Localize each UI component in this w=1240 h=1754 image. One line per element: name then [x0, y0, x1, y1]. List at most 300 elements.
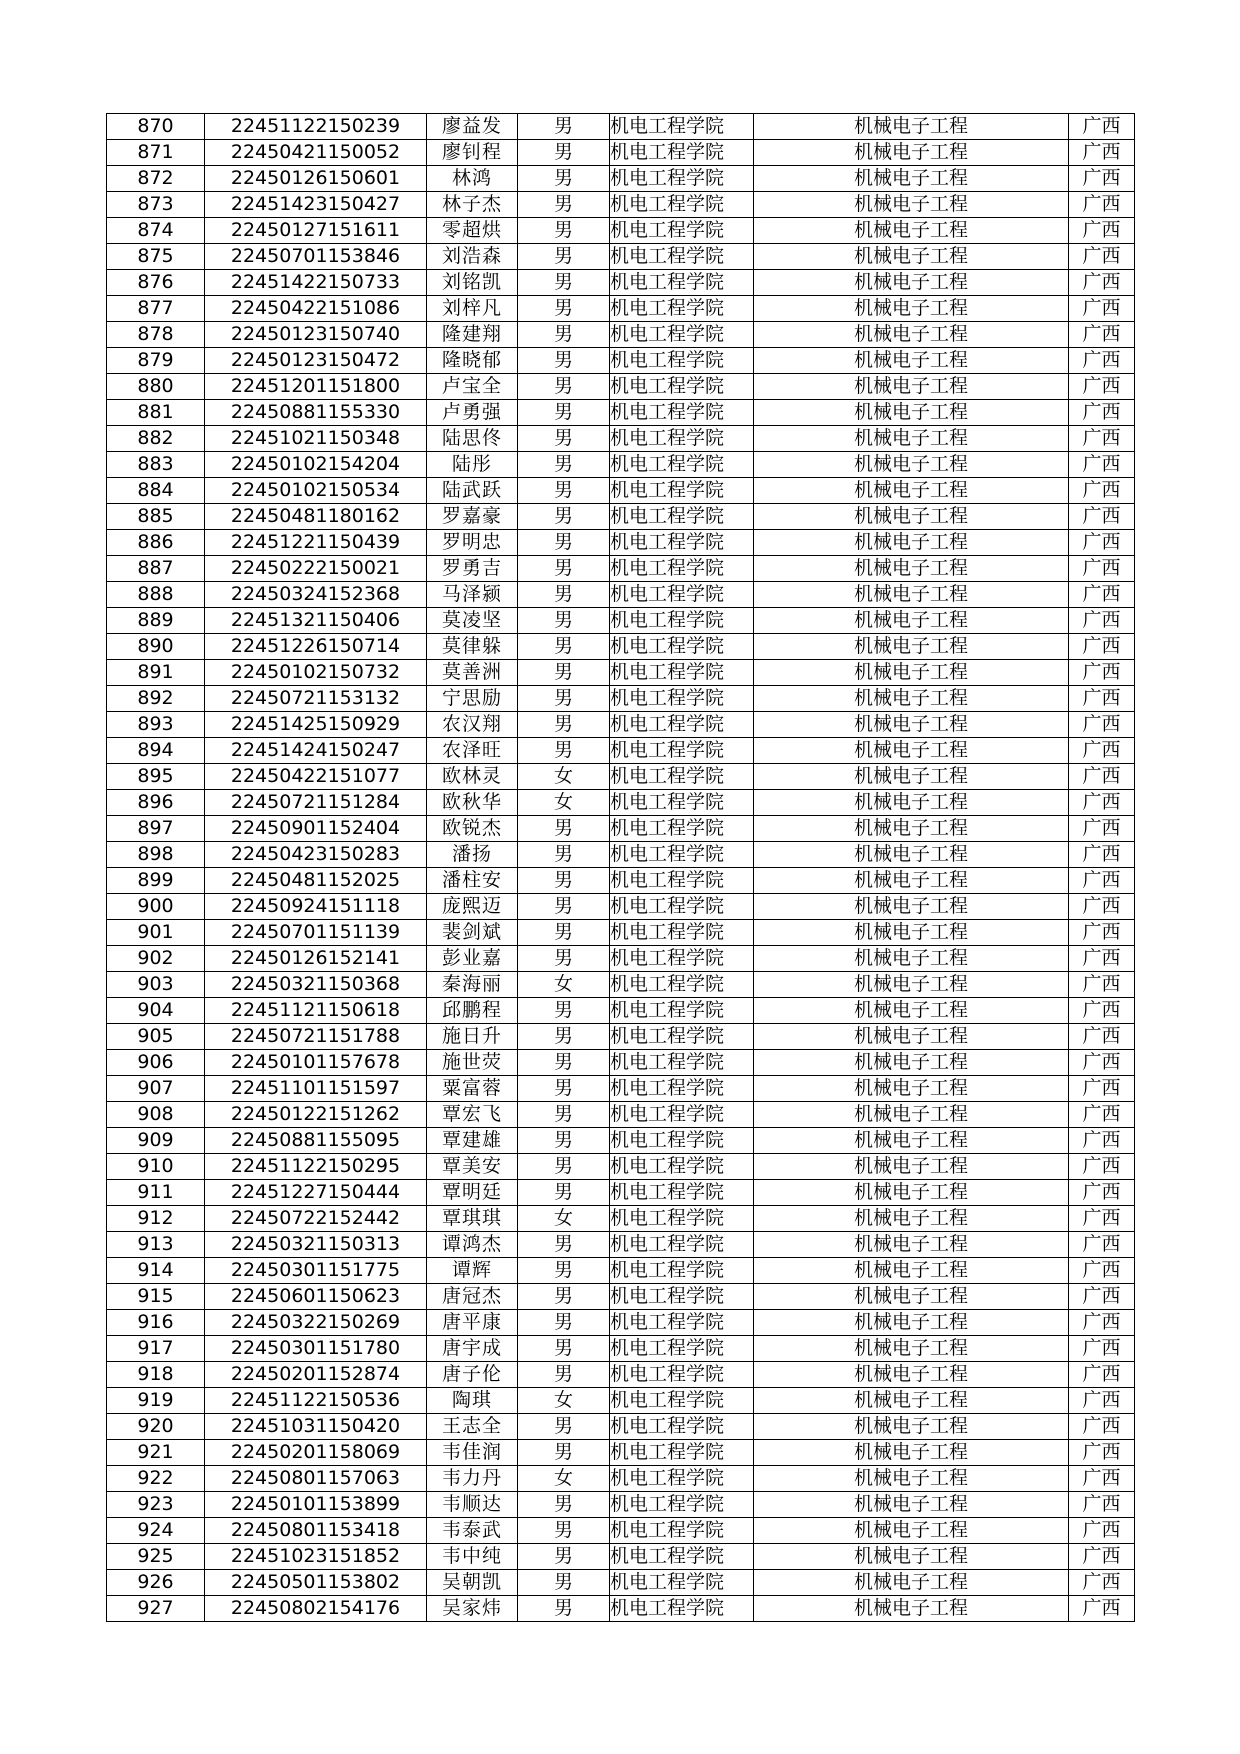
cell-student-id: 22451031150420 [205, 1414, 427, 1440]
cell-major: 机械电子工程 [754, 946, 1069, 972]
cell-serial-number: 879 [107, 348, 205, 374]
cell-major: 机械电子工程 [754, 1492, 1069, 1518]
cell-serial-number: 880 [107, 374, 205, 400]
cell-college: 机电工程学院 [610, 478, 754, 504]
cell-college: 机电工程学院 [610, 1310, 754, 1336]
cell-student-name: 唐子伦 [427, 1362, 518, 1388]
cell-gender: 男 [518, 322, 610, 348]
cell-serial-number: 924 [107, 1518, 205, 1544]
cell-serial-number: 902 [107, 946, 205, 972]
cell-serial-number: 907 [107, 1076, 205, 1102]
table-row [107, 1544, 1135, 1570]
cell-major: 机械电子工程 [754, 348, 1069, 374]
cell-serial-number: 898 [107, 842, 205, 868]
cell-student-id: 22451201151800 [205, 374, 427, 400]
cell-serial-number: 923 [107, 1492, 205, 1518]
cell-serial-number: 897 [107, 816, 205, 842]
table-row [107, 530, 1135, 556]
cell-province: 广西 [1069, 478, 1135, 504]
cell-college: 机电工程学院 [610, 1518, 754, 1544]
cell-major: 机械电子工程 [754, 1232, 1069, 1258]
cell-gender: 男 [518, 1258, 610, 1284]
cell-major: 机械电子工程 [754, 608, 1069, 634]
cell-major: 机械电子工程 [754, 530, 1069, 556]
cell-college: 机电工程学院 [610, 634, 754, 660]
cell-student-name: 廖钊程 [427, 140, 518, 166]
cell-college: 机电工程学院 [610, 530, 754, 556]
cell-student-name: 林子杰 [427, 192, 518, 218]
cell-college: 机电工程学院 [610, 1258, 754, 1284]
cell-college: 机电工程学院 [610, 192, 754, 218]
cell-serial-number: 908 [107, 1102, 205, 1128]
cell-student-name: 林鸿 [427, 166, 518, 192]
cell-student-name: 隆晓郁 [427, 348, 518, 374]
cell-serial-number: 873 [107, 192, 205, 218]
cell-major: 机械电子工程 [754, 1388, 1069, 1414]
cell-college: 机电工程学院 [610, 1206, 754, 1232]
cell-major: 机械电子工程 [754, 166, 1069, 192]
cell-major: 机械电子工程 [754, 1258, 1069, 1284]
cell-college: 机电工程学院 [610, 1596, 754, 1622]
table-row [107, 114, 1135, 140]
cell-college: 机电工程学院 [610, 1050, 754, 1076]
cell-province: 广西 [1069, 1024, 1135, 1050]
cell-serial-number: 871 [107, 140, 205, 166]
cell-major: 机械电子工程 [754, 634, 1069, 660]
cell-major: 机械电子工程 [754, 1570, 1069, 1596]
cell-student-name: 罗明忠 [427, 530, 518, 556]
cell-province: 广西 [1069, 608, 1135, 634]
cell-student-name: 欧秋华 [427, 790, 518, 816]
cell-college: 机电工程学院 [610, 1180, 754, 1206]
cell-student-name: 潘扬 [427, 842, 518, 868]
cell-gender: 男 [518, 1128, 610, 1154]
cell-student-name: 彭业嘉 [427, 946, 518, 972]
cell-major: 机械电子工程 [754, 1180, 1069, 1206]
cell-major: 机械电子工程 [754, 1050, 1069, 1076]
cell-student-id: 22450102150534 [205, 478, 427, 504]
cell-serial-number: 883 [107, 452, 205, 478]
cell-student-id: 22450422151077 [205, 764, 427, 790]
cell-province: 广西 [1069, 1440, 1135, 1466]
cell-student-id: 22451122150536 [205, 1388, 427, 1414]
cell-province: 广西 [1069, 1336, 1135, 1362]
cell-college: 机电工程学院 [610, 998, 754, 1024]
cell-province: 广西 [1069, 842, 1135, 868]
cell-province: 广西 [1069, 972, 1135, 998]
cell-gender: 女 [518, 972, 610, 998]
cell-province: 广西 [1069, 816, 1135, 842]
cell-college: 机电工程学院 [610, 1128, 754, 1154]
cell-serial-number: 887 [107, 556, 205, 582]
cell-student-name: 罗嘉豪 [427, 504, 518, 530]
cell-student-name: 欧林灵 [427, 764, 518, 790]
cell-college: 机电工程学院 [610, 296, 754, 322]
cell-college: 机电工程学院 [610, 660, 754, 686]
cell-college: 机电工程学院 [610, 244, 754, 270]
table-row [107, 1570, 1135, 1596]
cell-student-id: 22450801157063 [205, 1466, 427, 1492]
cell-province: 广西 [1069, 1466, 1135, 1492]
cell-gender: 男 [518, 296, 610, 322]
cell-student-name: 陆武跃 [427, 478, 518, 504]
cell-province: 广西 [1069, 1206, 1135, 1232]
cell-province: 广西 [1069, 1388, 1135, 1414]
cell-province: 广西 [1069, 1544, 1135, 1570]
cell-province: 广西 [1069, 660, 1135, 686]
cell-student-name: 邱鹏程 [427, 998, 518, 1024]
table-row [107, 140, 1135, 166]
cell-province: 广西 [1069, 1076, 1135, 1102]
cell-gender: 男 [518, 1596, 610, 1622]
cell-college: 机电工程学院 [610, 348, 754, 374]
cell-college: 机电工程学院 [610, 1362, 754, 1388]
cell-major: 机械电子工程 [754, 504, 1069, 530]
cell-college: 机电工程学院 [610, 1492, 754, 1518]
cell-major: 机械电子工程 [754, 374, 1069, 400]
cell-gender: 男 [518, 452, 610, 478]
cell-province: 广西 [1069, 738, 1135, 764]
cell-college: 机电工程学院 [610, 1388, 754, 1414]
cell-college: 机电工程学院 [610, 374, 754, 400]
cell-student-id: 22451021150348 [205, 426, 427, 452]
cell-student-id: 22451023151852 [205, 1544, 427, 1570]
cell-student-id: 22450222150021 [205, 556, 427, 582]
cell-college: 机电工程学院 [610, 1076, 754, 1102]
cell-major: 机械电子工程 [754, 270, 1069, 296]
cell-student-name: 施日升 [427, 1024, 518, 1050]
cell-major: 机械电子工程 [754, 972, 1069, 998]
table-row [107, 1414, 1135, 1440]
cell-serial-number: 884 [107, 478, 205, 504]
cell-student-id: 22450881155330 [205, 400, 427, 426]
cell-serial-number: 918 [107, 1362, 205, 1388]
cell-college: 机电工程学院 [610, 1336, 754, 1362]
cell-serial-number: 870 [107, 114, 205, 140]
cell-serial-number: 890 [107, 634, 205, 660]
cell-province: 广西 [1069, 686, 1135, 712]
cell-college: 机电工程学院 [610, 1154, 754, 1180]
cell-serial-number: 886 [107, 530, 205, 556]
cell-college: 机电工程学院 [610, 582, 754, 608]
cell-serial-number: 914 [107, 1258, 205, 1284]
cell-major: 机械电子工程 [754, 452, 1069, 478]
student-roster-table [106, 113, 1135, 1622]
table-row [107, 660, 1135, 686]
cell-student-name: 莫善洲 [427, 660, 518, 686]
cell-student-name: 谭辉 [427, 1258, 518, 1284]
cell-major: 机械电子工程 [754, 1596, 1069, 1622]
cell-major: 机械电子工程 [754, 1518, 1069, 1544]
cell-gender: 男 [518, 1362, 610, 1388]
cell-gender: 男 [518, 1440, 610, 1466]
table-row [107, 686, 1135, 712]
cell-student-id: 22450601150623 [205, 1284, 427, 1310]
cell-province: 广西 [1069, 1362, 1135, 1388]
cell-province: 广西 [1069, 400, 1135, 426]
cell-serial-number: 905 [107, 1024, 205, 1050]
cell-college: 机电工程学院 [610, 1440, 754, 1466]
cell-gender: 男 [518, 114, 610, 140]
table-row [107, 816, 1135, 842]
table-row [107, 1102, 1135, 1128]
cell-college: 机电工程学院 [610, 764, 754, 790]
cell-major: 机械电子工程 [754, 1362, 1069, 1388]
cell-serial-number: 895 [107, 764, 205, 790]
cell-serial-number: 893 [107, 712, 205, 738]
table-row [107, 946, 1135, 972]
cell-major: 机械电子工程 [754, 1544, 1069, 1570]
cell-serial-number: 916 [107, 1310, 205, 1336]
cell-college: 机电工程学院 [610, 842, 754, 868]
cell-serial-number: 901 [107, 920, 205, 946]
cell-province: 广西 [1069, 426, 1135, 452]
cell-gender: 男 [518, 192, 610, 218]
cell-major: 机械电子工程 [754, 712, 1069, 738]
table-row [107, 1362, 1135, 1388]
cell-student-id: 22451422150733 [205, 270, 427, 296]
cell-gender: 男 [518, 1180, 610, 1206]
cell-gender: 男 [518, 530, 610, 556]
cell-student-name: 韦顺达 [427, 1492, 518, 1518]
cell-student-id: 22451121150618 [205, 998, 427, 1024]
cell-major: 机械电子工程 [754, 764, 1069, 790]
cell-major: 机械电子工程 [754, 1024, 1069, 1050]
cell-student-id: 22450126152141 [205, 946, 427, 972]
cell-province: 广西 [1069, 244, 1135, 270]
table-row [107, 894, 1135, 920]
cell-serial-number: 891 [107, 660, 205, 686]
cell-gender: 男 [518, 1232, 610, 1258]
cell-gender: 男 [518, 1492, 610, 1518]
cell-major: 机械电子工程 [754, 582, 1069, 608]
table-row [107, 270, 1135, 296]
cell-student-id: 22450421150052 [205, 140, 427, 166]
cell-serial-number: 925 [107, 1544, 205, 1570]
cell-student-id: 22451227150444 [205, 1180, 427, 1206]
cell-college: 机电工程学院 [610, 1414, 754, 1440]
cell-major: 机械电子工程 [754, 686, 1069, 712]
cell-gender: 男 [518, 894, 610, 920]
cell-serial-number: 910 [107, 1154, 205, 1180]
cell-serial-number: 899 [107, 868, 205, 894]
cell-serial-number: 911 [107, 1180, 205, 1206]
table-row [107, 920, 1135, 946]
cell-student-id: 22450802154176 [205, 1596, 427, 1622]
cell-college: 机电工程学院 [610, 712, 754, 738]
table-row [107, 1518, 1135, 1544]
cell-gender: 女 [518, 1466, 610, 1492]
cell-major: 机械电子工程 [754, 1466, 1069, 1492]
cell-gender: 男 [518, 1284, 610, 1310]
cell-province: 广西 [1069, 1154, 1135, 1180]
table-row [107, 192, 1135, 218]
cell-major: 机械电子工程 [754, 1414, 1069, 1440]
cell-province: 广西 [1069, 1050, 1135, 1076]
cell-province: 广西 [1069, 218, 1135, 244]
cell-student-name: 卢宝全 [427, 374, 518, 400]
table-row [107, 1388, 1135, 1414]
cell-student-name: 刘梓凡 [427, 296, 518, 322]
cell-college: 机电工程学院 [610, 270, 754, 296]
cell-province: 广西 [1069, 1596, 1135, 1622]
cell-student-id: 22451122150295 [205, 1154, 427, 1180]
cell-student-id: 22450501153802 [205, 1570, 427, 1596]
cell-major: 机械电子工程 [754, 1310, 1069, 1336]
cell-gender: 男 [518, 348, 610, 374]
cell-gender: 男 [518, 478, 610, 504]
cell-student-id: 22450301151775 [205, 1258, 427, 1284]
cell-student-name: 陶琪 [427, 1388, 518, 1414]
cell-major: 机械电子工程 [754, 426, 1069, 452]
cell-student-id: 22450123150472 [205, 348, 427, 374]
cell-student-id: 22450881155095 [205, 1128, 427, 1154]
cell-college: 机电工程学院 [610, 504, 754, 530]
table-row [107, 400, 1135, 426]
cell-college: 机电工程学院 [610, 322, 754, 348]
cell-student-name: 欧锐杰 [427, 816, 518, 842]
cell-student-name: 唐冠杰 [427, 1284, 518, 1310]
cell-student-name: 韦中纯 [427, 1544, 518, 1570]
cell-college: 机电工程学院 [610, 426, 754, 452]
cell-student-name: 裴剑斌 [427, 920, 518, 946]
table-row [107, 348, 1135, 374]
cell-college: 机电工程学院 [610, 400, 754, 426]
cell-college: 机电工程学院 [610, 140, 754, 166]
cell-province: 广西 [1069, 348, 1135, 374]
cell-gender: 男 [518, 738, 610, 764]
table-row [107, 712, 1135, 738]
cell-gender: 男 [518, 1102, 610, 1128]
cell-student-id: 22450422151086 [205, 296, 427, 322]
cell-serial-number: 875 [107, 244, 205, 270]
cell-college: 机电工程学院 [610, 218, 754, 244]
cell-gender: 男 [518, 270, 610, 296]
table-row [107, 738, 1135, 764]
cell-student-name: 王志全 [427, 1414, 518, 1440]
cell-serial-number: 904 [107, 998, 205, 1024]
table-row [107, 1596, 1135, 1622]
cell-gender: 男 [518, 946, 610, 972]
cell-province: 广西 [1069, 140, 1135, 166]
cell-student-id: 22450481152025 [205, 868, 427, 894]
cell-college: 机电工程学院 [610, 1284, 754, 1310]
cell-student-name: 韦力丹 [427, 1466, 518, 1492]
table-row [107, 426, 1135, 452]
cell-major: 机械电子工程 [754, 660, 1069, 686]
table-row [107, 1050, 1135, 1076]
cell-major: 机械电子工程 [754, 1440, 1069, 1466]
cell-province: 广西 [1069, 894, 1135, 920]
cell-student-id: 22451424150247 [205, 738, 427, 764]
cell-gender: 男 [518, 920, 610, 946]
cell-serial-number: 927 [107, 1596, 205, 1622]
cell-gender: 男 [518, 244, 610, 270]
cell-gender: 男 [518, 842, 610, 868]
cell-college: 机电工程学院 [610, 946, 754, 972]
cell-serial-number: 872 [107, 166, 205, 192]
table-row [107, 218, 1135, 244]
cell-serial-number: 920 [107, 1414, 205, 1440]
cell-student-name: 卢勇强 [427, 400, 518, 426]
cell-gender: 男 [518, 218, 610, 244]
cell-gender: 男 [518, 582, 610, 608]
cell-province: 广西 [1069, 1284, 1135, 1310]
cell-student-name: 莫律躲 [427, 634, 518, 660]
cell-student-id: 22450201152874 [205, 1362, 427, 1388]
cell-gender: 男 [518, 686, 610, 712]
cell-gender: 女 [518, 790, 610, 816]
cell-college: 机电工程学院 [610, 1024, 754, 1050]
table-row [107, 1310, 1135, 1336]
cell-major: 机械电子工程 [754, 1128, 1069, 1154]
cell-province: 广西 [1069, 1310, 1135, 1336]
cell-major: 机械电子工程 [754, 1076, 1069, 1102]
table-row [107, 478, 1135, 504]
cell-province: 广西 [1069, 634, 1135, 660]
table-row [107, 1154, 1135, 1180]
cell-college: 机电工程学院 [610, 166, 754, 192]
cell-student-name: 粟富蓉 [427, 1076, 518, 1102]
cell-major: 机械电子工程 [754, 1206, 1069, 1232]
cell-province: 广西 [1069, 712, 1135, 738]
cell-student-id: 22450123150740 [205, 322, 427, 348]
cell-major: 机械电子工程 [754, 296, 1069, 322]
cell-student-id: 22450324152368 [205, 582, 427, 608]
table-row [107, 634, 1135, 660]
cell-gender: 男 [518, 140, 610, 166]
cell-student-id: 22450322150269 [205, 1310, 427, 1336]
cell-student-id: 22450101157678 [205, 1050, 427, 1076]
cell-gender: 男 [518, 608, 610, 634]
cell-major: 机械电子工程 [754, 322, 1069, 348]
cell-college: 机电工程学院 [610, 920, 754, 946]
table-row [107, 1284, 1135, 1310]
cell-serial-number: 896 [107, 790, 205, 816]
cell-student-id: 22450721151284 [205, 790, 427, 816]
cell-serial-number: 878 [107, 322, 205, 348]
table-row [107, 1466, 1135, 1492]
roster-body [107, 114, 1135, 1622]
table-row [107, 998, 1135, 1024]
cell-gender: 男 [518, 998, 610, 1024]
cell-province: 广西 [1069, 166, 1135, 192]
cell-serial-number: 906 [107, 1050, 205, 1076]
cell-student-name: 刘铭凯 [427, 270, 518, 296]
cell-major: 机械电子工程 [754, 192, 1069, 218]
cell-serial-number: 912 [107, 1206, 205, 1232]
table-row [107, 1258, 1135, 1284]
cell-province: 广西 [1069, 530, 1135, 556]
cell-province: 广西 [1069, 504, 1135, 530]
cell-college: 机电工程学院 [610, 114, 754, 140]
cell-student-id: 22450301151780 [205, 1336, 427, 1362]
cell-province: 广西 [1069, 1492, 1135, 1518]
cell-student-name: 刘浩森 [427, 244, 518, 270]
cell-student-name: 农汉翔 [427, 712, 518, 738]
cell-major: 机械电子工程 [754, 1336, 1069, 1362]
cell-province: 广西 [1069, 582, 1135, 608]
table-row [107, 244, 1135, 270]
cell-serial-number: 892 [107, 686, 205, 712]
cell-major: 机械电子工程 [754, 114, 1069, 140]
cell-province: 广西 [1069, 192, 1135, 218]
cell-student-name: 莫凌坚 [427, 608, 518, 634]
cell-major: 机械电子工程 [754, 140, 1069, 166]
cell-gender: 男 [518, 1024, 610, 1050]
table-row [107, 166, 1135, 192]
cell-college: 机电工程学院 [610, 1544, 754, 1570]
